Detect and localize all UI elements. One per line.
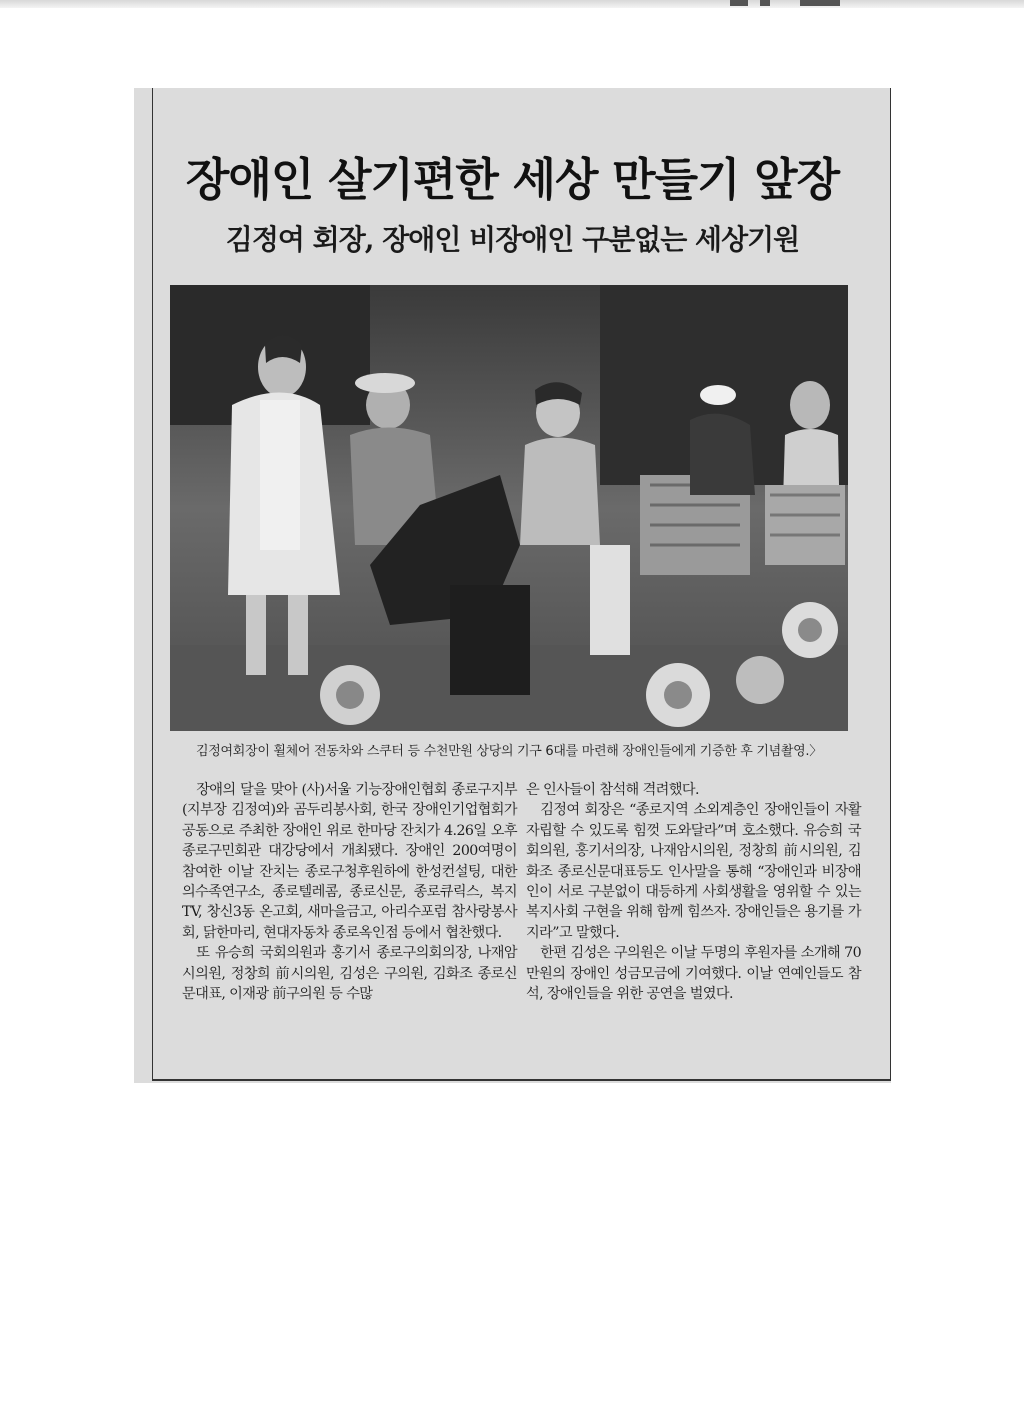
article-column-left bbox=[182, 780, 517, 1004]
article-column-right bbox=[526, 780, 861, 1004]
scan-edge bbox=[0, 0, 1024, 8]
scan-mark bbox=[760, 0, 770, 6]
scan-mark bbox=[800, 0, 840, 6]
paragraph: 김정여 회장은 “종로지역 소외계층인 장애인들이 자활 자립할 수 있도록 힘껏 도와달라”며 호소했다. 유승희 국회의원, 홍기서의장, 나재암시의원, 정창희 前시의원, 김화조 종로신문대표등도 인사말을 통해 “장애인과 비장애인이 서로 구분없이 대등하게 사회생활을 영위할 수 있는 복지사회 구현을 위해 함께 힘쓰자. 장애인들은 용기를 가지라”고 말했다. bbox=[526, 802, 861, 941]
photo-caption: 김정여회장이 휠체어 전동차와 스쿠터 등 수천만원 상당의 기구 6대를 마련해 장애인들에게 기증한 후 기념촬영.〉 bbox=[196, 744, 822, 759]
paragraph: 은 인사들이 참석해 격려했다. bbox=[526, 782, 699, 798]
scan-mark bbox=[730, 0, 748, 6]
photo-icon bbox=[170, 285, 848, 731]
paragraph: 또 유승희 국회의원과 홍기서 종로구의회의장, 나재암시의원, 정창희 前시의원, 김성은 구의원, 김화조 종로신문대표, 이재광 前구의원 등 수많 bbox=[182, 945, 517, 1003]
subheadline: 김정여 회장, 장애인 비장애인 구분없는 세상기원 bbox=[225, 223, 800, 256]
newspaper-clipping bbox=[134, 88, 891, 1083]
paragraph: 장애의 달을 맞아 (사)서울 기능장애인협회 종로구지부(지부장 김정여)와 곰두리봉사회, 한국 장애인기업협회가 공동으로 주최한 장애인 위로 한마당 잔치가 4.26일 오후 종로구민회관 대강당에서 개최됐다. 장애인 200여명이 참여한 이날 잔치는 종로구청후원하에 한성컨설팅, 대한의수족연구소, 종로텔레콤, 종로신문, 종로큐릭스, 복지TV, 창신3동 온고회, 새마을금고, 아리수포럼 참사랑봉사회, 닭한마리, 현대자동차 종로옥인점 등에서 협찬했다. bbox=[182, 782, 517, 941]
paragraph: 한편 김성은 구의원은 이날 두명의 후원자를 소개해 70만원의 장애인 성금모금에 기여했다. 이날 연예인들도 참석, 장애인들을 위한 공연을 벌였다. bbox=[526, 945, 861, 1003]
headline: 장애인 살기편한 세상 만들기 앞장 bbox=[185, 153, 840, 206]
article-photo bbox=[170, 285, 848, 731]
